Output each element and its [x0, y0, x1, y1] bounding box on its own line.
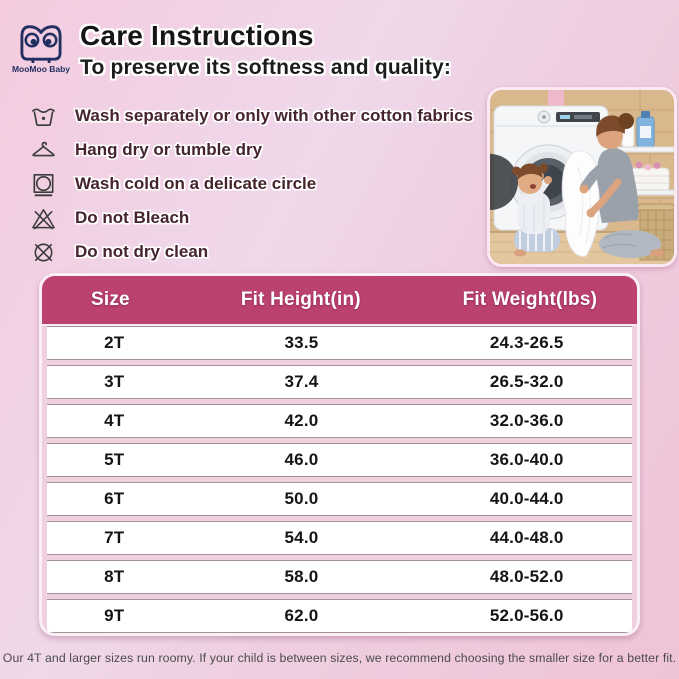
cell-weight: 44.0-48.0 — [489, 528, 564, 547]
size-chart-table — [39, 273, 640, 636]
cell-weight: 40.0-44.0 — [489, 489, 564, 508]
cell-height: 33.5 — [284, 333, 319, 352]
page-title: Care Instructions — [80, 20, 314, 51]
care-item-do-not-bleach — [28, 201, 478, 235]
care-label: Do not Bleach — [75, 208, 190, 227]
care-label: Hang dry or tumble dry — [75, 140, 263, 159]
size-chart-body — [42, 326, 637, 633]
care-label: Wash cold on a delicate circle — [75, 174, 317, 193]
do-not-bleach-icon — [28, 203, 58, 233]
cell-size: 4T — [104, 411, 125, 430]
column-header-weight: Fit Weight(lbs) — [462, 289, 598, 310]
cell-height: 42.0 — [284, 411, 319, 430]
wash-tub-icon — [28, 101, 58, 131]
laundry-photo — [487, 87, 677, 267]
care-instruction-list — [28, 99, 478, 269]
cell-height: 50.0 — [284, 489, 319, 508]
cell-weight: 36.0-40.0 — [489, 450, 564, 469]
care-item-hang-dry — [28, 133, 478, 167]
page-subtitle: To preserve its softness and quality: — [80, 56, 452, 79]
cell-size: 2T — [104, 333, 125, 352]
heading-block — [80, 20, 451, 80]
table-row — [47, 482, 632, 516]
table-row — [47, 365, 632, 399]
cell-size: 6T — [104, 489, 125, 508]
cell-weight: 26.5-32.0 — [489, 372, 564, 391]
cell-weight: 48.0-52.0 — [489, 567, 564, 586]
column-header-height: Fit Height(in) — [240, 289, 361, 310]
brand-logo — [8, 21, 74, 74]
column-header-size: Size — [91, 289, 130, 310]
table-row — [47, 443, 632, 477]
care-item-wash-separately — [28, 99, 478, 133]
laundry-scene-illustration — [490, 90, 674, 264]
table-row — [47, 521, 632, 555]
cell-size: 8T — [104, 567, 125, 586]
cell-weight: 32.0-36.0 — [489, 411, 564, 430]
care-label: Wash separately or only with other cotton fabrics — [75, 106, 473, 125]
cell-size: 9T — [104, 606, 125, 625]
cell-height: 46.0 — [284, 450, 319, 469]
cell-weight: 24.3-26.5 — [489, 333, 564, 352]
care-item-delicate-wash — [28, 167, 478, 201]
cell-size: 3T — [104, 372, 125, 391]
delicate-cycle-icon — [28, 169, 58, 199]
do-not-dry-clean-icon — [28, 237, 58, 267]
care-label: Do not dry clean — [75, 242, 209, 261]
table-row — [47, 560, 632, 594]
brand-name: MooMoo Baby — [11, 64, 71, 74]
table-row — [47, 326, 632, 360]
size-chart-header-row — [42, 276, 637, 326]
sizing-note: Our 4T and larger sizes run roomy. If your child is between sizes, we recommend choosing the smaller size for a better fit. — [2, 651, 677, 665]
cell-size: 7T — [104, 528, 125, 547]
cell-weight: 52.0-56.0 — [489, 606, 564, 625]
cell-size: 5T — [104, 450, 125, 469]
table-row — [47, 599, 632, 633]
hanger-icon — [28, 135, 58, 165]
cell-height: 58.0 — [284, 567, 319, 586]
table-row — [47, 404, 632, 438]
cell-height: 62.0 — [284, 606, 319, 625]
care-item-do-not-dry-clean — [28, 235, 478, 269]
cell-height: 37.4 — [284, 372, 319, 391]
owl-logo-icon — [16, 21, 66, 63]
cell-height: 54.0 — [284, 528, 319, 547]
